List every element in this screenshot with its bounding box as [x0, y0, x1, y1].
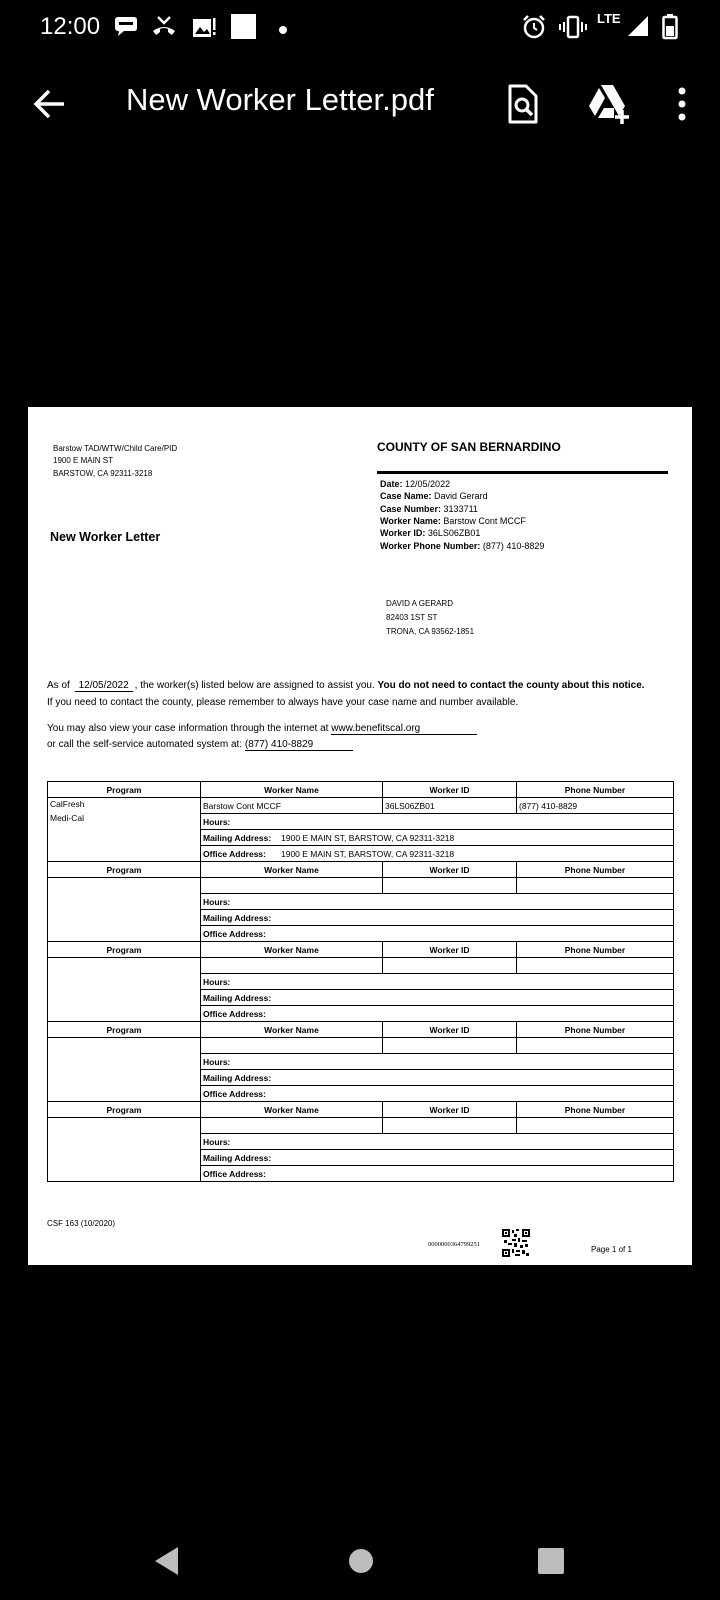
case-number: Case Number: 3133711	[380, 504, 478, 514]
hours-label: Hours:	[203, 816, 231, 827]
qr-code-icon	[502, 1229, 530, 1257]
status-time: 12:00	[40, 13, 101, 40]
worker-name-header: Worker Name	[201, 1022, 383, 1038]
worker-phone-info: Worker Phone Number: (877) 410-8829	[380, 541, 545, 551]
mailing-address-value: 1900 E MAIN ST, BARSTOW, CA 92311-3218	[281, 832, 455, 843]
program-calfresh: CalFresh	[50, 799, 85, 809]
more-vert-icon[interactable]	[660, 80, 708, 128]
program-cell	[48, 1118, 201, 1182]
county-name: COUNTY OF SAN BERNARDINO	[377, 440, 561, 454]
hours-label: Hours:	[203, 896, 231, 907]
alarm-icon	[521, 14, 547, 45]
mailing-label: Mailing Address:	[203, 1152, 272, 1163]
office-label: Office Address:	[203, 1088, 266, 1099]
table-header-row	[48, 1022, 674, 1038]
program-cell	[48, 878, 201, 942]
hours-label: Hours:	[203, 1056, 231, 1067]
find-in-document-icon[interactable]	[498, 80, 546, 128]
worker-name-header: Worker Name	[201, 942, 383, 958]
office-label: Office Address:	[203, 928, 266, 939]
nav-home-icon[interactable]	[346, 1544, 376, 1583]
office-address-value: 1900 E MAIN ST, BARSTOW, CA 92311-3218	[280, 848, 455, 859]
worker-id-header: Worker ID	[383, 862, 517, 878]
worker-id-cell: 36LS06ZB01	[383, 798, 517, 814]
nav-back-icon[interactable]	[152, 1544, 182, 1583]
program-header: Program	[48, 782, 201, 798]
hours-label: Hours:	[203, 976, 231, 987]
document-title: New Worker Letter.pdf	[126, 82, 434, 117]
worker-id-header: Worker ID	[383, 782, 517, 798]
worker-name-header: Worker Name	[201, 1102, 383, 1118]
program-cell	[48, 1038, 201, 1102]
recipient-line3: TRONA, CA 93562-1851	[386, 627, 475, 636]
recipient-line2: 82403 1ST ST	[386, 613, 438, 622]
office-address-line3: BARSTOW, CA 92311-3218	[53, 469, 153, 478]
table-header-row	[48, 862, 674, 878]
form-code: CSF 163 (10/2020)	[47, 1219, 116, 1228]
automated-phone: (877) 410-8829	[245, 739, 353, 751]
worker-name-header: Worker Name	[201, 862, 383, 878]
program-header: Program	[48, 1102, 201, 1118]
worker-name-header: Worker Name	[201, 782, 383, 798]
office-label: Office Address:	[203, 848, 266, 859]
body-internet-line: You may also view your case information through the internet at www.benefitscal.org	[47, 723, 477, 735]
office-address-line1: Barstow TAD/WTW/Child Care/PID	[53, 444, 178, 453]
case-date: Date: 12/05/2022	[380, 479, 451, 489]
message-icon	[112, 14, 142, 45]
table-header-row	[48, 942, 674, 958]
recipient-line1: DAVID A GERARD	[386, 599, 453, 608]
mailing-label: Mailing Address:	[203, 1072, 272, 1083]
body-call-line: or call the self-service automated system at: (877) 410-8829	[47, 739, 353, 751]
phone-header: Phone Number	[517, 1102, 674, 1118]
worker-name-cell: Barstow Cont MCCF	[201, 798, 383, 814]
program-list	[48, 798, 201, 862]
letter-title: New Worker Letter	[50, 530, 161, 544]
office-label: Office Address:	[203, 1168, 266, 1179]
worker-id-header: Worker ID	[383, 1022, 517, 1038]
case-name: Case Name: David Gerard	[380, 491, 488, 501]
program-medi-cal: Medi-Cal	[50, 813, 85, 823]
nav-recents-icon[interactable]	[536, 1544, 566, 1583]
phone-header: Phone Number	[517, 1022, 674, 1038]
page-number: Page 1 of 1	[591, 1245, 632, 1254]
back-arrow-icon[interactable]	[28, 82, 72, 126]
mailing-label: Mailing Address:	[203, 992, 272, 1003]
dot-icon	[278, 22, 288, 40]
table-header-row	[48, 782, 674, 798]
worker-id-header: Worker ID	[383, 942, 517, 958]
worker-name-info: Worker Name: Barstow Cont MCCF	[380, 516, 526, 526]
phone-header: Phone Number	[517, 942, 674, 958]
phone-header: Phone Number	[517, 862, 674, 878]
phone-cell: (877) 410-8829	[517, 798, 674, 814]
county-divider	[377, 471, 668, 474]
status-bar	[0, 0, 720, 56]
missed-call-icon	[150, 14, 180, 45]
app-bar	[0, 56, 720, 152]
vibrate-icon	[559, 14, 587, 45]
battery-icon	[662, 14, 678, 45]
program-header: Program	[48, 862, 201, 878]
signal-icon	[626, 14, 650, 43]
square-icon	[231, 14, 257, 45]
table-row	[48, 878, 674, 894]
table-row	[48, 958, 674, 974]
mailing-label: Mailing Address:	[203, 912, 272, 923]
website-link[interactable]: www.benefitscal.org	[331, 723, 477, 735]
body-line2: If you need to contact the county, please remember to always have your case name and number available.	[47, 697, 519, 708]
mailing-label: Mailing Address:	[203, 832, 272, 843]
table-row	[48, 798, 674, 814]
worker-id-info: Worker ID: 36LS06ZB01	[380, 528, 481, 538]
worker-id-header: Worker ID	[383, 1102, 517, 1118]
hours-label: Hours:	[203, 1136, 231, 1147]
table-header-row	[48, 1102, 674, 1118]
program-cell	[48, 958, 201, 1022]
navigation-bar	[0, 1520, 720, 1600]
as-of-date: 12/05/2022	[75, 680, 133, 692]
body-line1: As of 12/05/2022 , the worker(s) listed below are assigned to assist you. You do not need to contact the county about this notice.	[47, 680, 645, 691]
pdf-page	[28, 407, 692, 1265]
network-type: LTE	[597, 11, 621, 26]
add-to-drive-icon[interactable]	[584, 80, 632, 128]
office-label: Office Address:	[203, 1008, 266, 1019]
table-row	[48, 1038, 674, 1054]
program-header: Program	[48, 942, 201, 958]
worker-table	[47, 781, 674, 1182]
image-alert-icon	[191, 14, 217, 45]
barcode-number: 0000000364799251	[428, 1241, 480, 1248]
phone-header: Phone Number	[517, 782, 674, 798]
program-header: Program	[48, 1022, 201, 1038]
table-row	[48, 1118, 674, 1134]
office-address-line2: 1900 E MAIN ST	[53, 456, 114, 465]
